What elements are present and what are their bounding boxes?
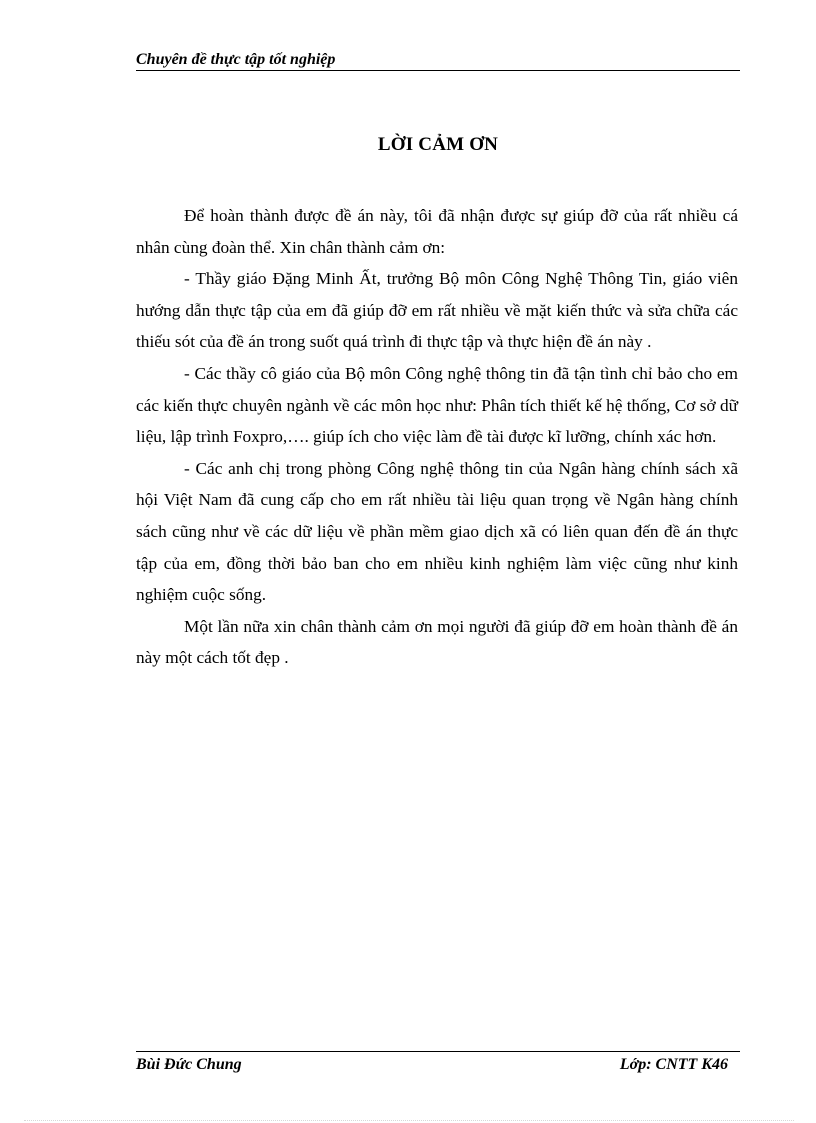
paragraph-thanks-supervisor: - Thầy giáo Đặng Minh Ất, trưởng Bộ môn Công Nghệ Thông Tin, giáo viên hướng dẫn thực tập của em đã giúp đỡ em rất nhiều về mặt kiến thức và sửa chữa các thiếu sót của đề án trong suốt quá trình đi thực tập và thực hiện đề án này . xyxy=(136,269,738,352)
paragraph-closing: Một lần nữa xin chân thành cảm ơn mọi người đã giúp đỡ em hoàn thành đề án này một cách tốt đẹp . xyxy=(136,616,738,668)
page-bottom-edge xyxy=(24,1120,794,1121)
paragraph-intro: Để hoàn thành được đề án này, tôi đã nhận được sự giúp đỡ của rất nhiều cá nhân cùng đoàn thể. Xin chân thành cảm ơn: xyxy=(136,206,738,257)
document-body xyxy=(136,200,738,674)
running-header xyxy=(136,50,740,71)
footer-author: Bùi Đức Chung xyxy=(136,1056,242,1073)
footer-class: Lớp: CNTT K46 xyxy=(619,1056,728,1073)
document-title: LỜI CẢM ƠN xyxy=(377,134,499,155)
running-footer xyxy=(136,1051,740,1080)
paragraph-thanks-bank-staff: - Các anh chị trong phòng Công nghệ thông tin của Ngân hàng chính sách xã hội Việt Nam đã cung cấp cho em rất nhiều tài liệu quan trọng về Ngân hàng chính sách cũng như về các dữ liệu về phần mềm giao dịch xã có liên quan đến đề án thực tập của em, đồng thời bảo ban cho em nhiều kinh nghiệm làm việc cũng như kinh nghiệm cuộc sống. xyxy=(136,458,738,605)
header-title: Chuyên đề thực tập tốt nghiệp xyxy=(136,51,336,68)
paragraph-thanks-faculty: - Các thầy cô giáo của Bộ môn Công nghệ thông tin đã tận tình chỉ bảo cho em các kiến thực chuyên ngành về các môn học như: Phân tích thiết kế hệ thống, Cơ sở dữ liệu, lập trình Foxpro,…. giúp ích cho việc làm đề tài được kĩ lưỡng, chính xác hơn. xyxy=(136,363,738,447)
